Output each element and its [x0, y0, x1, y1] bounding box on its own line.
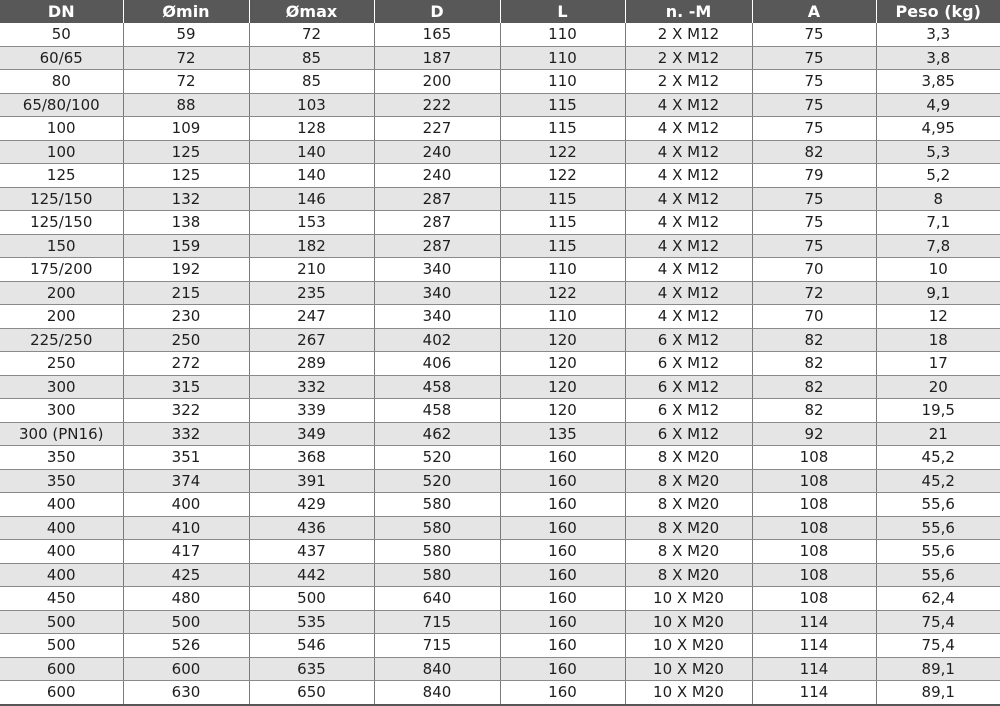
cell-l: 110 — [500, 46, 625, 70]
cell-dn: 65/80/100 — [0, 93, 123, 117]
cell-dn: 150 — [0, 234, 123, 258]
cell-diameter-max: 339 — [249, 399, 374, 423]
cell-a: 108 — [752, 587, 876, 611]
cell-a: 108 — [752, 446, 876, 470]
cell-a: 82 — [752, 399, 876, 423]
cell-diameter-min: 230 — [123, 305, 249, 329]
cell-d: 222 — [374, 93, 500, 117]
cell-diameter-min: 250 — [123, 328, 249, 352]
cell-l: 160 — [500, 563, 625, 587]
cell-l: 120 — [500, 375, 625, 399]
cell-bolts: 10 X M20 — [625, 634, 752, 658]
cell-l: 160 — [500, 446, 625, 470]
cell-bolts: 10 X M20 — [625, 657, 752, 681]
cell-a: 82 — [752, 352, 876, 376]
cell-diameter-max: 103 — [249, 93, 374, 117]
cell-weight: 4,95 — [876, 117, 1000, 141]
cell-dn: 50 — [0, 23, 123, 46]
cell-diameter-max: 267 — [249, 328, 374, 352]
cell-dn: 175/200 — [0, 258, 123, 282]
cell-diameter-max: 332 — [249, 375, 374, 399]
cell-bolts: 8 X M20 — [625, 540, 752, 564]
cell-diameter-min: 138 — [123, 211, 249, 235]
cell-bolts: 6 X M12 — [625, 399, 752, 423]
cell-dn: 400 — [0, 563, 123, 587]
cell-weight: 20 — [876, 375, 1000, 399]
table-row — [0, 540, 1000, 564]
cell-diameter-min: 109 — [123, 117, 249, 141]
cell-a: 114 — [752, 634, 876, 658]
cell-diameter-max: 72 — [249, 23, 374, 46]
cell-weight: 9,1 — [876, 281, 1000, 305]
cell-diameter-max: 289 — [249, 352, 374, 376]
cell-bolts: 6 X M12 — [625, 375, 752, 399]
cell-diameter-min: 72 — [123, 70, 249, 94]
cell-diameter-max: 437 — [249, 540, 374, 564]
cell-diameter-min: 374 — [123, 469, 249, 493]
cell-bolts: 8 X M20 — [625, 563, 752, 587]
cell-l: 122 — [500, 164, 625, 188]
cell-weight: 21 — [876, 422, 1000, 446]
cell-a: 108 — [752, 493, 876, 517]
header-diameter-max: Ømax — [249, 0, 374, 23]
cell-weight: 55,6 — [876, 516, 1000, 540]
cell-a: 75 — [752, 187, 876, 211]
cell-bolts: 8 X M20 — [625, 516, 752, 540]
table-row — [0, 634, 1000, 658]
cell-d: 840 — [374, 681, 500, 705]
cell-weight: 17 — [876, 352, 1000, 376]
cell-l: 115 — [500, 117, 625, 141]
cell-d: 240 — [374, 140, 500, 164]
table-row — [0, 258, 1000, 282]
cell-dn: 400 — [0, 516, 123, 540]
cell-diameter-min: 410 — [123, 516, 249, 540]
cell-d: 715 — [374, 610, 500, 634]
cell-bolts: 8 X M20 — [625, 493, 752, 517]
table-row — [0, 657, 1000, 681]
cell-weight: 5,2 — [876, 164, 1000, 188]
cell-a: 82 — [752, 375, 876, 399]
table-header — [0, 0, 1000, 23]
cell-bolts: 10 X M20 — [625, 610, 752, 634]
cell-bolts: 6 X M12 — [625, 422, 752, 446]
cell-d: 462 — [374, 422, 500, 446]
cell-d: 580 — [374, 540, 500, 564]
table-row — [0, 493, 1000, 517]
cell-bolts: 4 X M12 — [625, 281, 752, 305]
cell-d: 580 — [374, 493, 500, 517]
cell-weight: 10 — [876, 258, 1000, 282]
header-a: A — [752, 0, 876, 23]
table-row — [0, 305, 1000, 329]
cell-a: 70 — [752, 305, 876, 329]
cell-diameter-min: 425 — [123, 563, 249, 587]
cell-bolts: 4 X M12 — [625, 211, 752, 235]
cell-dn: 450 — [0, 587, 123, 611]
cell-dn: 125/150 — [0, 211, 123, 235]
cell-diameter-max: 247 — [249, 305, 374, 329]
cell-weight: 8 — [876, 187, 1000, 211]
cell-d: 458 — [374, 399, 500, 423]
cell-l: 122 — [500, 281, 625, 305]
cell-weight: 5,3 — [876, 140, 1000, 164]
table-row — [0, 234, 1000, 258]
table-row — [0, 46, 1000, 70]
cell-weight: 45,2 — [876, 469, 1000, 493]
cell-d: 165 — [374, 23, 500, 46]
cell-a: 72 — [752, 281, 876, 305]
cell-diameter-max: 442 — [249, 563, 374, 587]
cell-bolts: 4 X M12 — [625, 117, 752, 141]
cell-l: 135 — [500, 422, 625, 446]
cell-diameter-min: 480 — [123, 587, 249, 611]
cell-d: 340 — [374, 258, 500, 282]
cell-diameter-min: 272 — [123, 352, 249, 376]
cell-dn: 500 — [0, 610, 123, 634]
cell-dn: 400 — [0, 540, 123, 564]
cell-diameter-min: 417 — [123, 540, 249, 564]
cell-diameter-min: 630 — [123, 681, 249, 705]
cell-diameter-max: 235 — [249, 281, 374, 305]
table-row — [0, 563, 1000, 587]
cell-a: 79 — [752, 164, 876, 188]
cell-dn: 350 — [0, 469, 123, 493]
cell-a: 114 — [752, 681, 876, 705]
cell-a: 108 — [752, 469, 876, 493]
table-row — [0, 422, 1000, 446]
table-row — [0, 516, 1000, 540]
cell-l: 160 — [500, 540, 625, 564]
cell-bolts: 10 X M20 — [625, 587, 752, 611]
cell-diameter-min: 132 — [123, 187, 249, 211]
cell-l: 110 — [500, 258, 625, 282]
cell-diameter-min: 600 — [123, 657, 249, 681]
cell-dn: 200 — [0, 305, 123, 329]
cell-weight: 62,4 — [876, 587, 1000, 611]
cell-diameter-max: 349 — [249, 422, 374, 446]
table-row — [0, 187, 1000, 211]
cell-l: 120 — [500, 352, 625, 376]
cell-bolts: 4 X M12 — [625, 234, 752, 258]
cell-diameter-min: 125 — [123, 140, 249, 164]
cell-weight: 3,85 — [876, 70, 1000, 94]
table-row — [0, 587, 1000, 611]
cell-bolts: 10 X M20 — [625, 681, 752, 705]
cell-d: 580 — [374, 516, 500, 540]
table-row — [0, 352, 1000, 376]
cell-d: 240 — [374, 164, 500, 188]
header-bolts: n. -M — [625, 0, 752, 23]
cell-a: 108 — [752, 540, 876, 564]
cell-bolts: 4 X M12 — [625, 93, 752, 117]
cell-a: 82 — [752, 140, 876, 164]
cell-l: 160 — [500, 469, 625, 493]
header-weight: Peso (kg) — [876, 0, 1000, 23]
cell-d: 580 — [374, 563, 500, 587]
cell-a: 114 — [752, 657, 876, 681]
cell-diameter-max: 182 — [249, 234, 374, 258]
cell-weight: 4,9 — [876, 93, 1000, 117]
cell-l: 110 — [500, 70, 625, 94]
cell-dn: 250 — [0, 352, 123, 376]
cell-weight: 55,6 — [876, 493, 1000, 517]
cell-l: 120 — [500, 399, 625, 423]
header-l: L — [500, 0, 625, 23]
cell-weight: 3,3 — [876, 23, 1000, 46]
cell-diameter-max: 153 — [249, 211, 374, 235]
cell-dn: 225/250 — [0, 328, 123, 352]
table-row — [0, 328, 1000, 352]
cell-dn: 200 — [0, 281, 123, 305]
cell-d: 200 — [374, 70, 500, 94]
cell-dn: 600 — [0, 657, 123, 681]
cell-diameter-min: 88 — [123, 93, 249, 117]
cell-diameter-max: 210 — [249, 258, 374, 282]
cell-weight: 55,6 — [876, 540, 1000, 564]
cell-weight: 19,5 — [876, 399, 1000, 423]
cell-a: 75 — [752, 46, 876, 70]
cell-d: 287 — [374, 234, 500, 258]
cell-diameter-max: 500 — [249, 587, 374, 611]
table-row — [0, 399, 1000, 423]
cell-weight: 55,6 — [876, 563, 1000, 587]
cell-dn: 80 — [0, 70, 123, 94]
cell-weight: 7,8 — [876, 234, 1000, 258]
cell-dn: 300 (PN16) — [0, 422, 123, 446]
cell-weight: 89,1 — [876, 657, 1000, 681]
cell-a: 75 — [752, 23, 876, 46]
cell-weight: 75,4 — [876, 610, 1000, 634]
cell-l: 160 — [500, 634, 625, 658]
cell-diameter-max: 650 — [249, 681, 374, 705]
cell-a: 92 — [752, 422, 876, 446]
cell-bolts: 4 X M12 — [625, 305, 752, 329]
cell-dn: 300 — [0, 375, 123, 399]
cell-l: 160 — [500, 657, 625, 681]
header-row — [0, 0, 1000, 23]
cell-diameter-min: 159 — [123, 234, 249, 258]
cell-d: 402 — [374, 328, 500, 352]
cell-d: 187 — [374, 46, 500, 70]
table-row — [0, 23, 1000, 46]
table-row — [0, 610, 1000, 634]
cell-a: 75 — [752, 211, 876, 235]
cell-diameter-min: 59 — [123, 23, 249, 46]
cell-bolts: 4 X M12 — [625, 140, 752, 164]
cell-weight: 3,8 — [876, 46, 1000, 70]
cell-l: 115 — [500, 93, 625, 117]
table-row — [0, 681, 1000, 705]
cell-weight: 12 — [876, 305, 1000, 329]
cell-diameter-min: 215 — [123, 281, 249, 305]
cell-l: 110 — [500, 23, 625, 46]
cell-bolts: 2 X M12 — [625, 23, 752, 46]
table-row — [0, 117, 1000, 141]
cell-d: 227 — [374, 117, 500, 141]
cell-diameter-max: 391 — [249, 469, 374, 493]
cell-diameter-max: 140 — [249, 140, 374, 164]
cell-d: 840 — [374, 657, 500, 681]
cell-a: 75 — [752, 234, 876, 258]
cell-diameter-max: 85 — [249, 46, 374, 70]
table-row — [0, 211, 1000, 235]
cell-diameter-max: 436 — [249, 516, 374, 540]
cell-d: 340 — [374, 281, 500, 305]
cell-l: 160 — [500, 610, 625, 634]
cell-diameter-max: 85 — [249, 70, 374, 94]
cell-bolts: 4 X M12 — [625, 258, 752, 282]
cell-l: 160 — [500, 493, 625, 517]
cell-a: 108 — [752, 516, 876, 540]
cell-diameter-min: 315 — [123, 375, 249, 399]
header-dn: DN — [0, 0, 123, 23]
cell-dn: 125/150 — [0, 187, 123, 211]
cell-d: 520 — [374, 469, 500, 493]
cell-a: 82 — [752, 328, 876, 352]
cell-dn: 300 — [0, 399, 123, 423]
header-diameter-min: Ømin — [123, 0, 249, 23]
cell-diameter-min: 72 — [123, 46, 249, 70]
cell-l: 115 — [500, 211, 625, 235]
cell-bolts: 6 X M12 — [625, 328, 752, 352]
cell-dn: 400 — [0, 493, 123, 517]
cell-bolts: 2 X M12 — [625, 46, 752, 70]
table-row — [0, 281, 1000, 305]
cell-l: 120 — [500, 328, 625, 352]
cell-l: 160 — [500, 587, 625, 611]
cell-diameter-min: 500 — [123, 610, 249, 634]
cell-d: 406 — [374, 352, 500, 376]
cell-l: 115 — [500, 187, 625, 211]
cell-diameter-max: 146 — [249, 187, 374, 211]
cell-d: 340 — [374, 305, 500, 329]
cell-diameter-min: 322 — [123, 399, 249, 423]
cell-a: 114 — [752, 610, 876, 634]
cell-weight: 18 — [876, 328, 1000, 352]
cell-diameter-min: 192 — [123, 258, 249, 282]
cell-dn: 60/65 — [0, 46, 123, 70]
cell-bolts: 6 X M12 — [625, 352, 752, 376]
cell-l: 110 — [500, 305, 625, 329]
cell-diameter-max: 546 — [249, 634, 374, 658]
table-row — [0, 469, 1000, 493]
cell-bolts: 2 X M12 — [625, 70, 752, 94]
cell-d: 287 — [374, 211, 500, 235]
cell-l: 122 — [500, 140, 625, 164]
cell-diameter-max: 368 — [249, 446, 374, 470]
cell-dn: 350 — [0, 446, 123, 470]
cell-diameter-max: 429 — [249, 493, 374, 517]
cell-a: 108 — [752, 563, 876, 587]
cell-diameter-max: 140 — [249, 164, 374, 188]
cell-diameter-min: 526 — [123, 634, 249, 658]
cell-weight: 75,4 — [876, 634, 1000, 658]
cell-d: 640 — [374, 587, 500, 611]
cell-bolts: 8 X M20 — [625, 469, 752, 493]
cell-bolts: 4 X M12 — [625, 164, 752, 188]
table-row — [0, 446, 1000, 470]
table-row — [0, 140, 1000, 164]
table-row — [0, 70, 1000, 94]
header-d: D — [374, 0, 500, 23]
cell-a: 75 — [752, 70, 876, 94]
cell-dn: 125 — [0, 164, 123, 188]
cell-diameter-min: 351 — [123, 446, 249, 470]
cell-d: 458 — [374, 375, 500, 399]
table-body — [0, 23, 1000, 705]
cell-bolts: 4 X M12 — [625, 187, 752, 211]
cell-diameter-max: 535 — [249, 610, 374, 634]
cell-dn: 600 — [0, 681, 123, 705]
cell-dn: 100 — [0, 140, 123, 164]
cell-d: 520 — [374, 446, 500, 470]
table-row — [0, 375, 1000, 399]
cell-diameter-min: 125 — [123, 164, 249, 188]
cell-l: 160 — [500, 516, 625, 540]
cell-a: 70 — [752, 258, 876, 282]
cell-d: 287 — [374, 187, 500, 211]
cell-weight: 7,1 — [876, 211, 1000, 235]
cell-dn: 500 — [0, 634, 123, 658]
cell-a: 75 — [752, 93, 876, 117]
cell-bolts: 8 X M20 — [625, 446, 752, 470]
cell-l: 160 — [500, 681, 625, 705]
cell-weight: 45,2 — [876, 446, 1000, 470]
cell-diameter-max: 635 — [249, 657, 374, 681]
cell-weight: 89,1 — [876, 681, 1000, 705]
cell-diameter-max: 128 — [249, 117, 374, 141]
cell-diameter-min: 332 — [123, 422, 249, 446]
cell-d: 715 — [374, 634, 500, 658]
cell-a: 75 — [752, 117, 876, 141]
cell-dn: 100 — [0, 117, 123, 141]
cell-l: 115 — [500, 234, 625, 258]
table-row — [0, 93, 1000, 117]
cell-diameter-min: 400 — [123, 493, 249, 517]
table-row — [0, 164, 1000, 188]
